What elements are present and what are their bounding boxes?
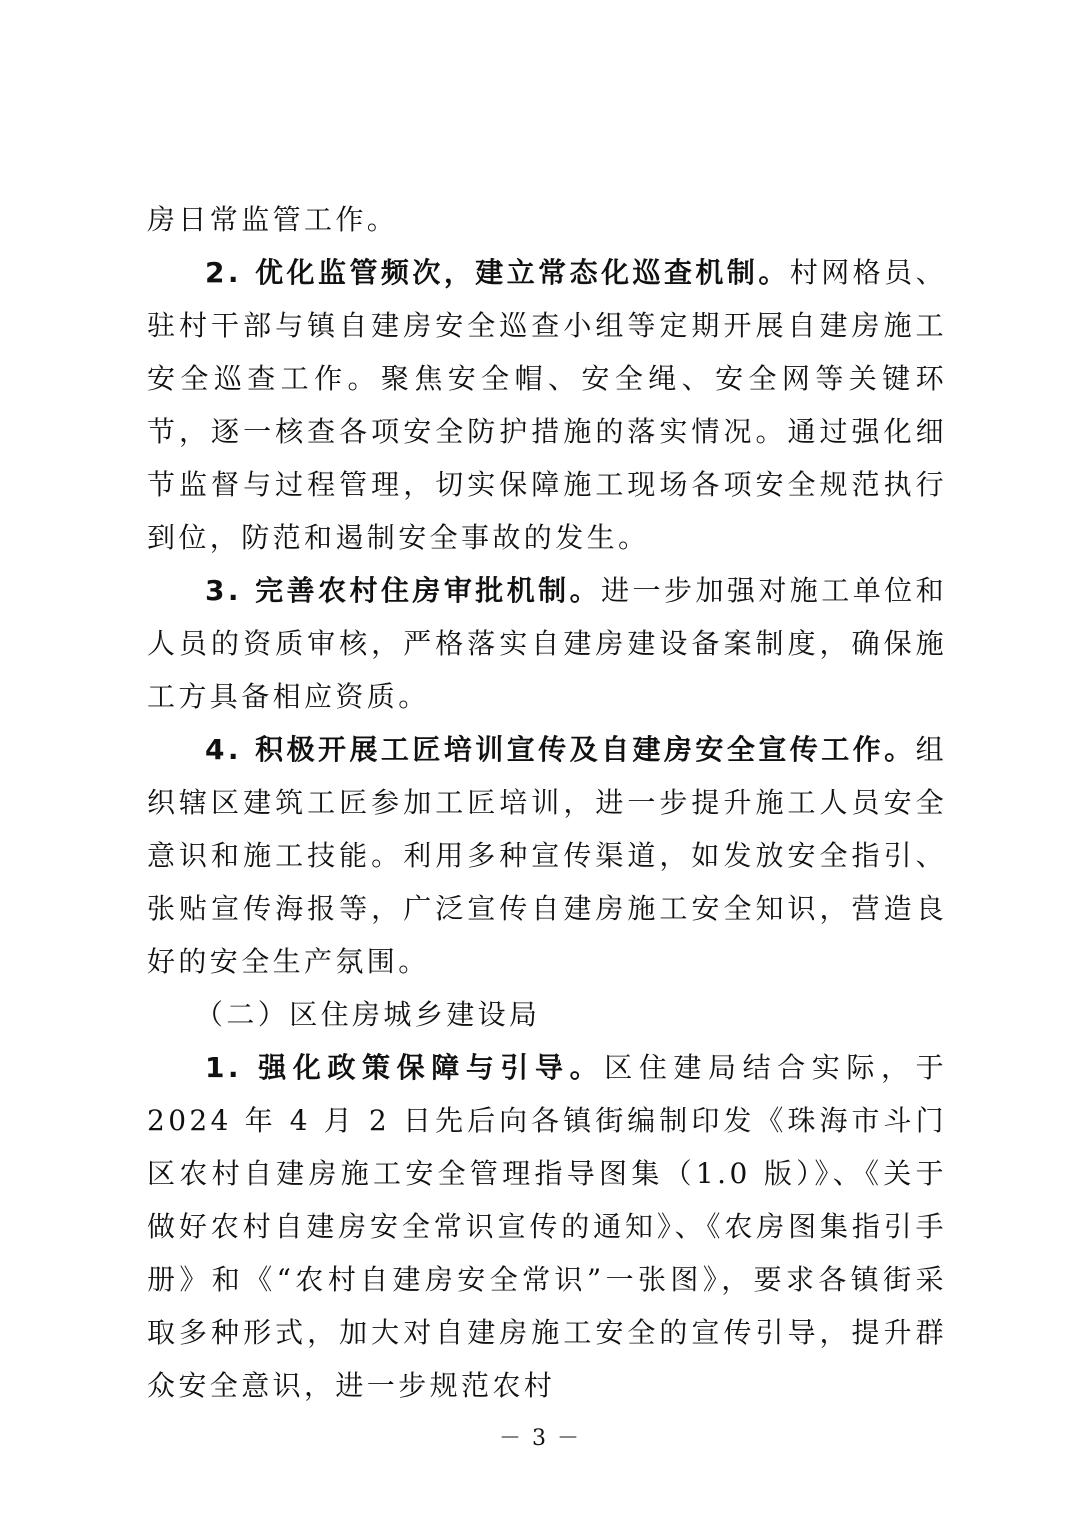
paragraph-lead: 2. 优化监管频次，建立常态化巡查机制。 — [205, 256, 790, 289]
paragraph-lead: 3. 完善农村住房审批机制。 — [205, 574, 602, 607]
paragraph-lead: 1. 强化政策保障与引导。 — [205, 1051, 605, 1084]
body-text — [147, 193, 947, 1412]
paragraph-item-3 — [147, 564, 947, 723]
paragraph-text: 村网格员、驻村干部与镇自建房安全巡查小组等定期开展自建房施工安全巡查工作。聚焦安全帽、安全绳、安全网等关键环节，逐一核查各项安全防护措施的落实情况。通过强化细节监督与过程管理，切实保障施工现场各项安全规范执行到位，防范和遏制安全事故的发生。 — [147, 256, 947, 554]
paragraph-text: 区住建局结合实际，于 2024 年 4 月 2 日先后向各镇街编制印发《珠海市斗门区农村自建房施工安全管理指导图集（1.0 版）》、《关于做好农村自建房安全常识宣传的通知》、《农房图集指引手册》和《“农村自建房安全常识”一张图》，要求各镇街采取多种形式，加大对自建房施工安全的宣传引导，提升群众安全意识，进一步规范农村 — [147, 1051, 947, 1402]
paragraph-item-2 — [147, 246, 947, 564]
paragraph-text: 房日常监管工作。 — [147, 203, 399, 236]
paragraph-text: 进一步加强对施工单位和人员的资质审核，严格落实自建房建设备案制度，确保施工方具备相应资质。 — [147, 574, 948, 713]
section-heading-text: （二）区住房城乡建设局 — [195, 998, 541, 1031]
paragraph-continuation — [147, 193, 947, 246]
paragraph-text: 组织辖区建筑工匠参加工匠培训，进一步提升施工人员安全意识和施工技能。利用多种宣传渠道，如发放安全指引、张贴宣传海报等，广泛宣传自建房施工安全知识，营造良好的安全生产氛围。 — [147, 733, 947, 978]
page-number: － 3 － — [499, 1426, 581, 1451]
paragraph-item-1 — [147, 1041, 947, 1412]
paragraph-lead: 4. 积极开展工匠培训宣传及自建房安全宣传工作。 — [205, 733, 916, 766]
section-heading — [147, 988, 947, 1041]
paragraph-item-4 — [147, 723, 947, 988]
